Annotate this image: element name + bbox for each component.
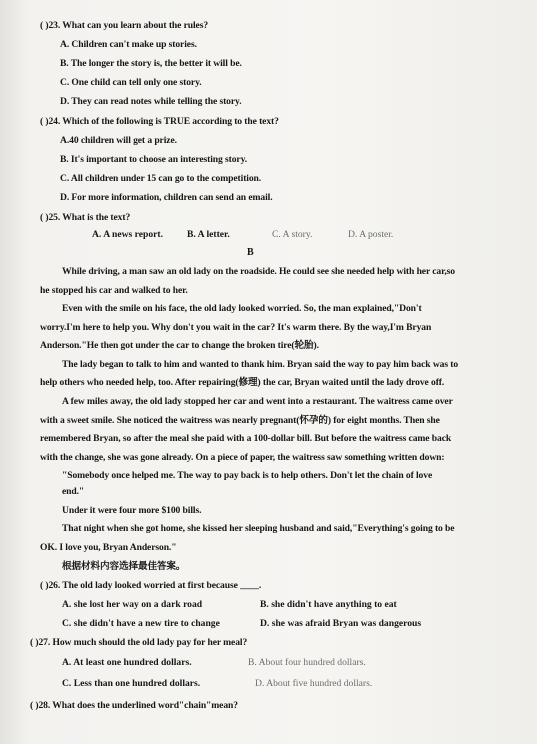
passage-p1-line2: he stopped his car and walked to her. [40,285,188,296]
question-27-option-b: B. About four hundred dollars. [248,657,366,668]
passage-p5-line1: "Somebody once helped me. The way to pay back is to help others. Don't let the chain of love [62,470,433,481]
question-25-stem: ( )25. What is the text? [40,212,131,223]
question-25-option-d: D. A poster. [348,229,394,240]
passage-p4-line1: A few miles away, the old lady stopped her car and went into a restaurant. The waitress came over [62,396,453,407]
question-24-option-c: C. All children under 15 can go to the competition. [60,173,262,184]
passage-p4-line3: remembered Bryan, so after the meal she paid with a 100-dollar bill. But before the waitress came back [40,433,452,444]
section-b-instruction: 根据材料内容选择最佳答案。 [62,561,186,572]
passage-p4-line2: with a sweet smile. She noticed the waitress was nearly pregnant(怀孕的) for eight months. Then she [40,415,440,426]
question-24-stem: ( )24. Which of the following is TRUE according to the text? [40,116,279,127]
question-26-option-c: C. she didn't have a new tire to change [62,618,220,629]
question-25-option-a: A. A news report. [92,229,163,240]
passage-p4-line4: with the change, she was gone already. On a piece of paper, the waitress saw something written down: [40,452,445,463]
question-26-option-d: D. she was afraid Bryan was dangerous [260,618,422,629]
passage-p7-line2: OK. I love you, Bryan Anderson." [40,542,177,553]
passage-p5-line2: end." [62,486,85,497]
passage-p3-line1: The lady began to talk to him and wanted to thank him. Bryan said the way to pay him back was to [62,359,459,370]
question-26-stem: ( )26. The old lady looked worried at first because ____. [40,580,262,591]
question-24-option-b: B. It's important to choose an interesting story. [60,154,248,165]
question-28-stem: ( )28. What does the underlined word"chain"mean? [30,700,238,711]
question-23-option-c: C. One child can tell only one story. [60,77,202,88]
question-27-option-c: C. Less than one hundred dollars. [62,678,201,689]
question-25-option-c: C. A story. [272,229,313,240]
question-27-option-a: A. At least one hundred dollars. [62,657,192,668]
question-23-stem: ( )23. What can you learn about the rules? [40,20,209,31]
passage-p6-line1: Under it were four more $100 bills. [62,505,202,516]
question-23-option-a: A. Children can't make up stories. [60,39,197,50]
question-27-stem: ( )27. How much should the old lady pay for her meal? [30,637,248,648]
passage-p2-line1: Even with the smile on his face, the old lady looked worried. So, the man explained,"Don't [62,303,422,314]
question-26-option-a: A. she lost her way on a dark road [62,599,203,610]
passage-p3-line2: help others who needed help, too. After repairing(修理) the car, Bryan waited until the lady drove off. [40,377,445,388]
passage-p1-line1: While driving, a man saw an old lady on the roadside. He could see she needed help with her car,so [62,266,456,277]
passage-p7-line1: That night when she got home, she kissed her sleeping husband and said,"Everything's going to be [62,523,455,534]
question-23-option-b: B. The longer the story is, the better it will be. [60,58,242,69]
question-26-option-b: B. she didn't have anything to eat [260,599,397,610]
question-25-option-b: B. A letter. [187,229,230,240]
passage-p2-line3: Anderson."He then got under the car to change the broken tire(轮胎). [40,340,319,351]
question-24-option-d: D. For more information, children can send an email. [60,192,273,203]
question-24-option-a: A.40 children will get a prize. [60,135,177,146]
section-b-title: B [247,247,254,258]
question-27-option-d: D. About five hundred dollars. [255,678,373,689]
passage-p2-line2: worry.I'm here to help you. Why don't you wait in the car? It's warm there. By the way,I'm Bryan [40,322,432,333]
question-23-option-d: D. They can read notes while telling the story. [60,96,242,107]
